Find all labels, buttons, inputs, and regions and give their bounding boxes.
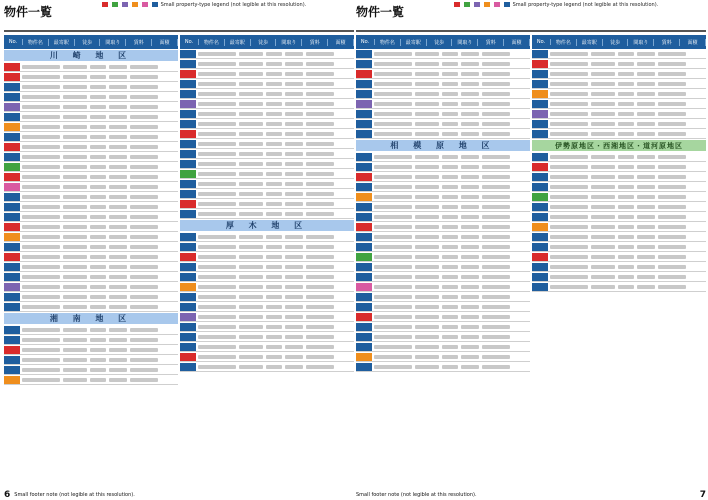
table-row [532, 242, 706, 252]
table-row [4, 92, 178, 102]
table-row [4, 152, 178, 162]
table-row [4, 182, 178, 192]
table-row [180, 362, 354, 372]
table-row [356, 322, 530, 332]
table-row [4, 172, 178, 182]
table-row [4, 252, 178, 262]
table-row [4, 242, 178, 252]
table-row [356, 292, 530, 302]
table-row [4, 302, 178, 312]
table-row [356, 202, 530, 212]
table-row [356, 312, 530, 322]
table-row [532, 232, 706, 242]
table-row [532, 192, 706, 202]
page-title: 物件一覧 [356, 5, 405, 19]
table-row [4, 345, 178, 355]
table-row [180, 109, 354, 119]
table-row [532, 79, 706, 89]
table-row [4, 142, 178, 152]
table-row [356, 192, 530, 202]
table-row [180, 352, 354, 362]
table-row [532, 109, 706, 119]
right-column [180, 35, 354, 385]
table-row [180, 262, 354, 272]
table-row [532, 49, 706, 59]
page-number: 7 [699, 490, 706, 500]
table-row [532, 222, 706, 232]
table-row [180, 179, 354, 189]
table-row [356, 89, 530, 99]
section-header: 湘 南 地 区 [4, 313, 178, 324]
legend [99, 2, 354, 8]
table-row [532, 202, 706, 212]
left-column [4, 35, 178, 385]
table-row [356, 252, 530, 262]
table-row [356, 342, 530, 352]
section-header: 伊勢原地区・西湘地区・道河原地区 [532, 140, 706, 151]
table-row [4, 355, 178, 365]
table-row [356, 232, 530, 242]
table-row [4, 162, 178, 172]
table-row [356, 172, 530, 182]
table-row [356, 212, 530, 222]
table-row [532, 129, 706, 139]
table-row [180, 292, 354, 302]
table-row [180, 282, 354, 292]
legend-text: Small property-type legend (not legible at this resolution). [512, 2, 659, 8]
table-row [4, 132, 178, 142]
table-row [356, 79, 530, 89]
page-header [4, 0, 354, 32]
page-header [356, 0, 706, 32]
table-row [180, 189, 354, 199]
table-row [356, 302, 530, 312]
table-row [180, 139, 354, 149]
table-row [180, 169, 354, 179]
table-row [356, 99, 530, 109]
section-header: 川 崎 地 区 [4, 50, 178, 61]
table-row [4, 222, 178, 232]
table-row [180, 79, 354, 89]
section-header: 厚 木 地 区 [180, 220, 354, 231]
table-row [4, 62, 178, 72]
table-row [532, 162, 706, 172]
table-row [180, 69, 354, 79]
table-row [356, 262, 530, 272]
table-row [180, 149, 354, 159]
table-row [4, 82, 178, 92]
table-row [356, 109, 530, 119]
table-header: No. 物件名 最寄駅 徒歩 間取り 賃料 面積 [180, 35, 354, 49]
table-row [180, 302, 354, 312]
footer-note: Small footer note (not legible at this resolution). [356, 492, 477, 498]
table-row [532, 262, 706, 272]
legend [451, 2, 706, 8]
table-row [4, 192, 178, 202]
table-row [532, 182, 706, 192]
table-row [4, 232, 178, 242]
table-row [532, 282, 706, 292]
table-row [4, 335, 178, 345]
table-row [356, 222, 530, 232]
table-row [4, 72, 178, 82]
table-row [180, 322, 354, 332]
table-row [180, 242, 354, 252]
table-row [180, 159, 354, 169]
table-row [532, 272, 706, 282]
table-row [356, 352, 530, 362]
table-row [356, 362, 530, 372]
legend-text: Small property-type legend (not legible at this resolution). [160, 2, 307, 8]
table-row [180, 332, 354, 342]
table-row [356, 182, 530, 192]
table-row [356, 49, 530, 59]
table-row [532, 69, 706, 79]
table-row [532, 152, 706, 162]
table-row [180, 252, 354, 262]
table-row [4, 325, 178, 335]
table-row [356, 272, 530, 282]
table-row [532, 99, 706, 109]
right-page [356, 0, 706, 500]
table-row [4, 375, 178, 385]
table-row [356, 282, 530, 292]
table-row [180, 59, 354, 69]
page-number: 6 [4, 490, 11, 500]
table-row [356, 152, 530, 162]
table-row [4, 262, 178, 272]
table-row [180, 49, 354, 59]
right-column [532, 35, 706, 372]
page-footer [356, 490, 706, 500]
table-row [4, 102, 178, 112]
table-header: No. 物件名 最寄駅 徒歩 間取り 賃料 面積 [4, 35, 178, 49]
table-row [532, 59, 706, 69]
table-row [4, 282, 178, 292]
footer-note: Small footer note (not legible at this resolution). [14, 492, 135, 498]
table-row [356, 129, 530, 139]
page-footer [4, 490, 354, 500]
section-header: 相 模 原 地 区 [356, 140, 530, 151]
table-row [532, 172, 706, 182]
table-row [356, 162, 530, 172]
table-row [4, 202, 178, 212]
table-row [532, 89, 706, 99]
table-header: No. 物件名 最寄駅 徒歩 間取り 賃料 面積 [532, 35, 706, 49]
table-row [356, 242, 530, 252]
left-column [356, 35, 530, 372]
table-row [4, 212, 178, 222]
table-row [532, 252, 706, 262]
table-header: No. 物件名 最寄駅 徒歩 間取り 賃料 面積 [356, 35, 530, 49]
table-row [356, 69, 530, 79]
table-row [180, 342, 354, 352]
table-row [356, 59, 530, 69]
table-row [532, 119, 706, 129]
table-row [532, 212, 706, 222]
table-row [180, 119, 354, 129]
left-page [4, 0, 354, 500]
table-row [356, 332, 530, 342]
page-title: 物件一覧 [4, 5, 53, 19]
table-row [180, 272, 354, 282]
table-row [180, 312, 354, 322]
table-row [180, 129, 354, 139]
table-row [180, 199, 354, 209]
table-row [180, 89, 354, 99]
table-row [180, 99, 354, 109]
table-row [180, 232, 354, 242]
table-row [4, 122, 178, 132]
table-row [4, 112, 178, 122]
table-row [4, 365, 178, 375]
table-row [180, 209, 354, 219]
table-row [356, 119, 530, 129]
table-row [4, 292, 178, 302]
table-row [4, 272, 178, 282]
